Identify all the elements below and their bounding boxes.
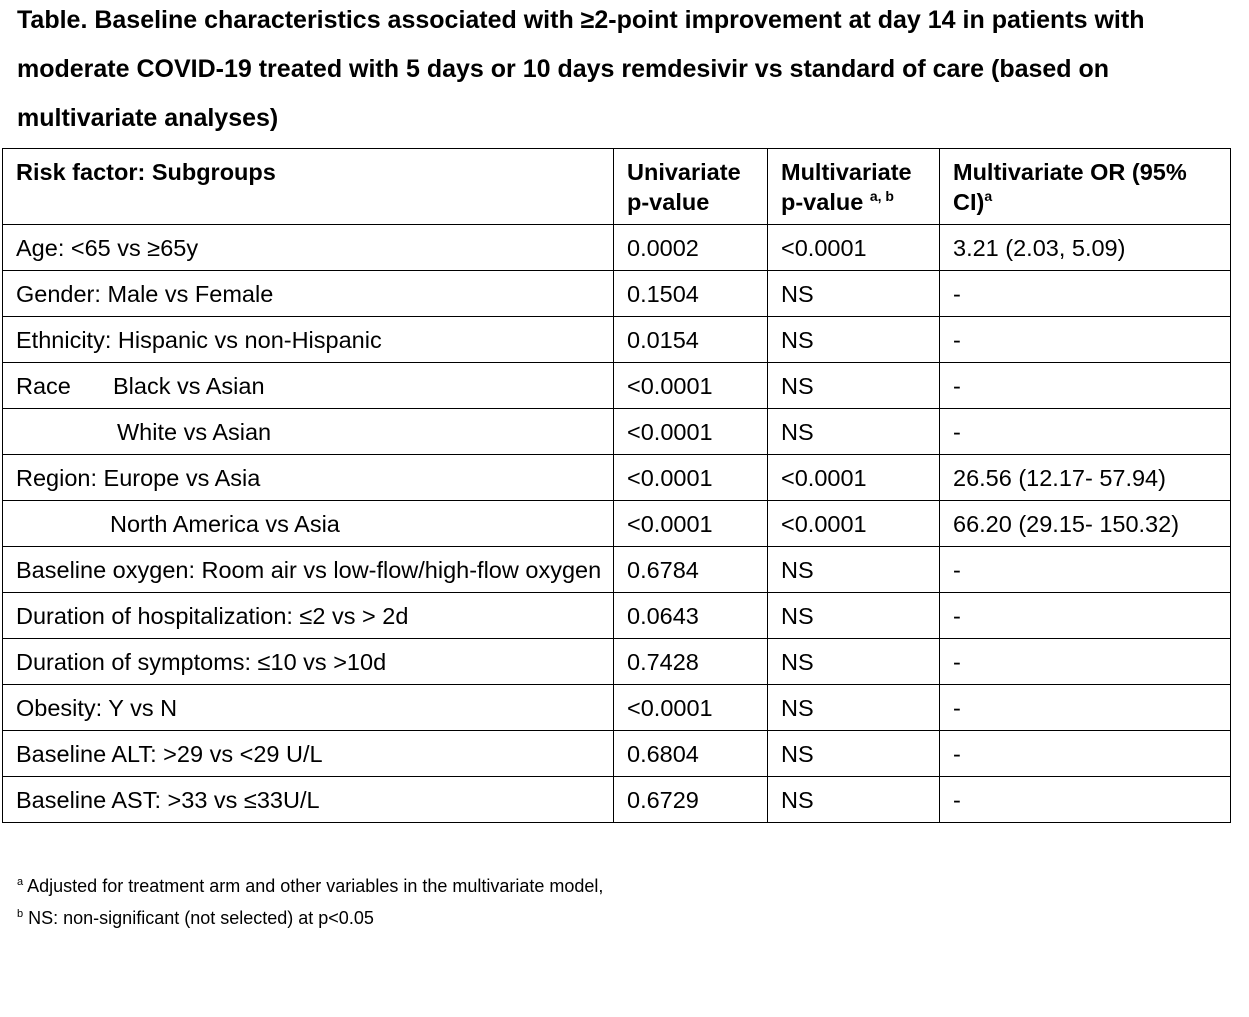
table-row xyxy=(3,455,1231,501)
multivariate-cell: NS xyxy=(768,777,940,823)
table-row xyxy=(3,225,1231,271)
header-multivariate-p xyxy=(768,149,940,225)
multivariate-cell: NS xyxy=(768,409,940,455)
univariate-cell: 0.6804 xyxy=(614,731,768,777)
multivariate-cell: NS xyxy=(768,363,940,409)
risk-factor-cell: Obesity: Y vs N xyxy=(3,685,614,731)
risk-factor-cell: Duration of symptoms: ≤10 vs >10d xyxy=(3,639,614,685)
footnotes xyxy=(17,870,603,934)
footnote-b-marker: b xyxy=(17,908,24,920)
table-row xyxy=(3,547,1231,593)
multivariate-cell: NS xyxy=(768,593,940,639)
header-multivariate-p-label: Multivariate p-value xyxy=(781,159,912,215)
header-risk-factor xyxy=(3,149,614,225)
multivariate-cell: NS xyxy=(768,731,940,777)
odds-ratio-cell: 3.21 (2.03, 5.09) xyxy=(940,225,1231,271)
odds-ratio-cell: 26.56 (12.17- 57.94) xyxy=(940,455,1231,501)
multivariate-cell: NS xyxy=(768,317,940,363)
header-univariate xyxy=(614,149,768,225)
table-row xyxy=(3,317,1231,363)
risk-factor-cell: Baseline ALT: >29 vs <29 U/L xyxy=(3,731,614,777)
table-row xyxy=(3,777,1231,823)
race-group-label: Race xyxy=(16,373,71,399)
odds-ratio-cell: - xyxy=(940,593,1231,639)
footnote-b-text: NS: non-significant (not selected) at p<0.05 xyxy=(28,908,374,928)
risk-factor-subgroup: North America vs Asia xyxy=(110,511,340,537)
table-row xyxy=(3,271,1231,317)
risk-factor-subgroup: White vs Asian xyxy=(117,419,272,445)
univariate-cell: <0.0001 xyxy=(614,409,768,455)
odds-ratio-cell: 66.20 (29.15- 150.32) xyxy=(940,501,1231,547)
risk-factor-cell: Baseline AST: >33 vs ≤33U/L xyxy=(3,777,614,823)
risk-factor-cell: Duration of hospitalization: ≤2 vs > 2d xyxy=(3,593,614,639)
odds-ratio-cell: - xyxy=(940,409,1231,455)
header-univariate-label: Univariate p-value xyxy=(627,159,741,215)
header-multivariate-or xyxy=(940,149,1231,225)
univariate-cell: 0.1504 xyxy=(614,271,768,317)
risk-factor-cell xyxy=(3,501,614,547)
risk-factor-table xyxy=(2,148,1231,823)
footnote-a-marker: a xyxy=(17,876,24,888)
header-row xyxy=(3,149,1231,225)
risk-factor-cell: Age: <65 vs ≥65y xyxy=(3,225,614,271)
univariate-cell: 0.6729 xyxy=(614,777,768,823)
multivariate-cell: NS xyxy=(768,271,940,317)
table-row xyxy=(3,593,1231,639)
risk-factor-cell xyxy=(3,363,614,409)
odds-ratio-cell: - xyxy=(940,363,1231,409)
footnote-a-text: Adjusted for treatment arm and other variables in the multivariate model, xyxy=(27,876,604,896)
table-row xyxy=(3,409,1231,455)
multivariate-cell: <0.0001 xyxy=(768,455,940,501)
header-risk-factor-label: Risk factor: Subgroups xyxy=(16,159,276,185)
header-multivariate-p-footnote-marker: a, b xyxy=(869,188,894,204)
odds-ratio-cell: - xyxy=(940,685,1231,731)
header-multivariate-or-label: Multivariate OR (95% CI) xyxy=(953,159,1187,215)
risk-factor-subgroup: Black vs Asian xyxy=(113,373,265,399)
univariate-cell: <0.0001 xyxy=(614,455,768,501)
odds-ratio-cell: - xyxy=(940,777,1231,823)
multivariate-cell: NS xyxy=(768,685,940,731)
table-row xyxy=(3,731,1231,777)
univariate-cell: 0.0643 xyxy=(614,593,768,639)
risk-factor-cell: Gender: Male vs Female xyxy=(3,271,614,317)
univariate-cell: 0.0154 xyxy=(614,317,768,363)
univariate-cell: <0.0001 xyxy=(614,363,768,409)
risk-factor-cell: Region: Europe vs Asia xyxy=(3,455,614,501)
univariate-cell: 0.6784 xyxy=(614,547,768,593)
univariate-cell: 0.7428 xyxy=(614,639,768,685)
multivariate-cell: NS xyxy=(768,547,940,593)
table-title: Table. Baseline characteristics associated with ≥2-point improvement at day 14 in patients with moderate COVID-19 treated with 5 days or 10 days remdesivir vs standard of care (based on multivariate analyses) xyxy=(17,6,1145,132)
risk-factor-cell: Ethnicity: Hispanic vs non-Hispanic xyxy=(3,317,614,363)
risk-factor-cell: Baseline oxygen: Room air vs low-flow/high-flow oxygen xyxy=(3,547,614,593)
header-multivariate-or-footnote-marker: a xyxy=(984,188,993,204)
table-row xyxy=(3,639,1231,685)
multivariate-cell: <0.0001 xyxy=(768,225,940,271)
risk-factor-cell xyxy=(3,409,614,455)
odds-ratio-cell: - xyxy=(940,317,1231,363)
table-row xyxy=(3,363,1231,409)
odds-ratio-cell: - xyxy=(940,547,1231,593)
odds-ratio-cell: - xyxy=(940,731,1231,777)
footnote-a xyxy=(17,870,603,902)
odds-ratio-cell: - xyxy=(940,639,1231,685)
multivariate-cell: NS xyxy=(768,639,940,685)
table-row xyxy=(3,501,1231,547)
univariate-cell: <0.0001 xyxy=(614,501,768,547)
multivariate-cell: <0.0001 xyxy=(768,501,940,547)
univariate-cell: 0.0002 xyxy=(614,225,768,271)
odds-ratio-cell: - xyxy=(940,271,1231,317)
univariate-cell: <0.0001 xyxy=(614,685,768,731)
footnote-b xyxy=(17,902,603,934)
table-row xyxy=(3,685,1231,731)
